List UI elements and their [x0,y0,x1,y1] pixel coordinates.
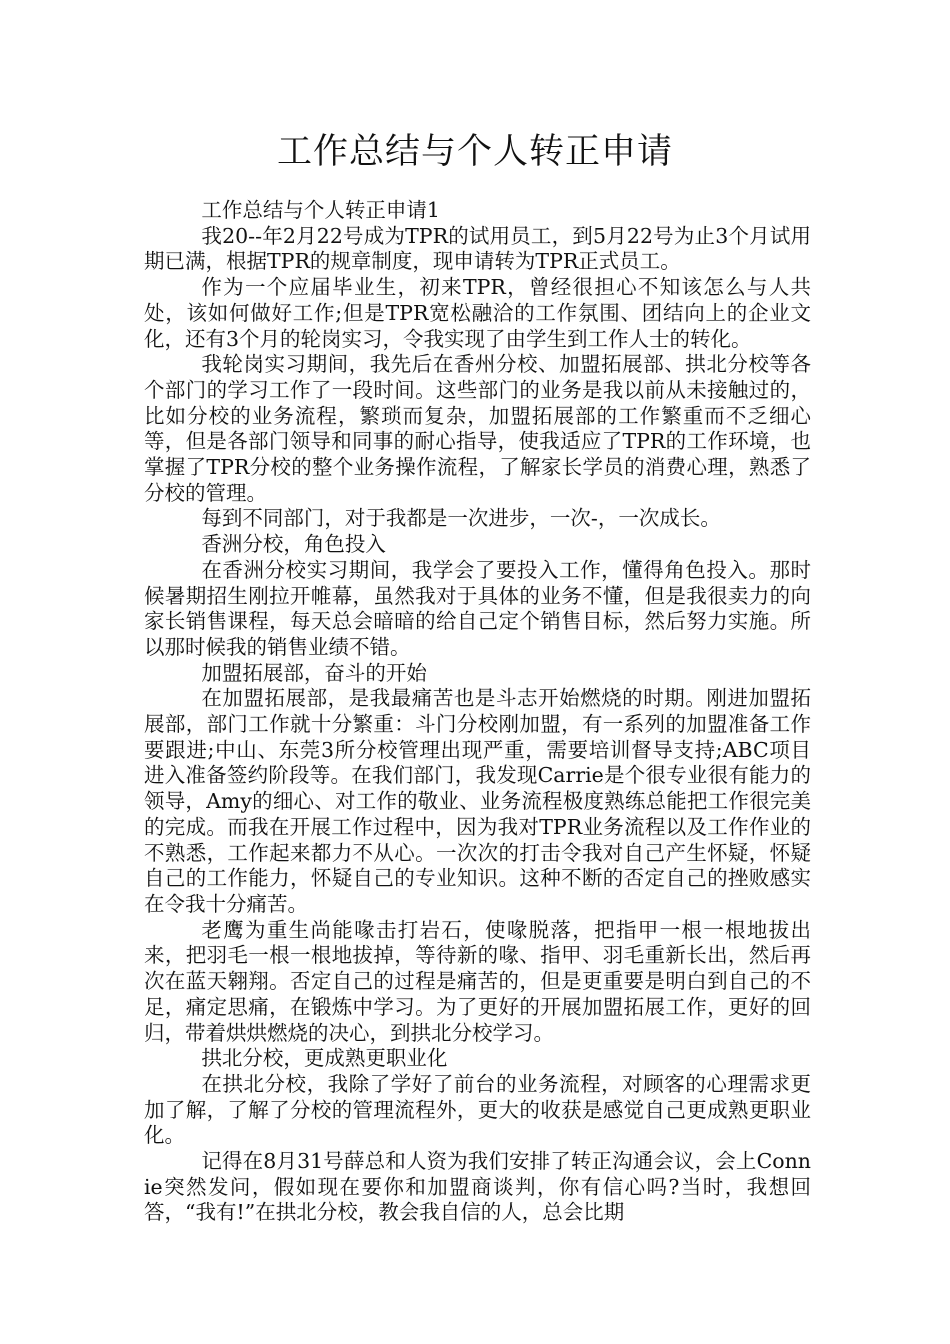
section-heading: 拱北分校，更成熟更职业化 [201,1046,448,1071]
paragraph: 在加盟拓展部，是我最痛苦也是斗志开始燃烧的时期。刚进加盟拓展部，部门工作就十分繁重：斗门分校刚加盟，有一系列的加盟准备工作要跟进;中山、东莞3所分校管理出现严重，需要培训督导支持;ABC项目进入准备签约阶段等。在我们部门，我发现Carrie是个很专业很有能力的领导，Amy的细心、对工作的敬业、业务流程极度熟练总能把工作很完美的完成。而我在开展工作过程中，因为我对TPR业务流程以及工作作业的不熟悉，工作起来都力不从心。一次次的打击令我对自己产生怀疑，怀疑自己的工作能力，怀疑自己的专业知识。这种不断的否定自己的挫败感实在令我十分痛苦。 [144,686,811,916]
section-heading: 香洲分校，角色投入 [201,532,386,557]
paragraph: 我轮岗实习期间，我先后在香州分校、加盟拓展部、拱北分校等各个部门的学习工作了一段时间。这些部门的业务是我以前从未接触过的，比如分校的业务流程，繁琐而复杂，加盟拓展部的工作繁重而不乏细心等，但是各部门领导和同事的耐心指导，使我适应了TPR的工作环境，也掌握了TPR分校的整个业务操作流程，了解家长学员的消费心理，熟悉了分校的管理。 [144,352,811,505]
document-title: 工作总结与个人转正申请 [276,132,673,172]
section-heading: 加盟拓展部，奋斗的开始 [201,660,427,685]
paragraph: 老鹰为重生尚能喙击打岩石，使喙脱落，把指甲一根一根地拔出来，把羽毛一根一根地拔掉，等待新的喙、指甲、羽毛重新长出，然后再次在蓝天翱翔。否定自己的过程是痛苦的，但是更重要是明白到自己的不足，痛定思痛，在锻炼中学习。为了更好的开展加盟拓展工作，更好的回归，带着烘烘燃烧的决心，到拱北分校学习。 [144,917,811,1045]
paragraph: 在香洲分校实习期间，我学会了要投入工作，懂得角色投入。那时候暑期招生刚拉开帷幕，虽然我对于具体的业务不懂，但是我很卖力的向家长销售课程，每天总会暗暗的给自己定个销售目标，然后努力实施。所以那时候我的销售业绩不错。 [144,557,811,659]
paragraph: 工作总结与个人转正申请1 [201,198,440,222]
paragraph: 我20--年2月22号成为TPR的试用员工，到5月22号为止3个月试用期已满，根据TPR的规章制度，现申请转为TPR正式员工。 [144,223,811,274]
document-body [144,198,811,1226]
paragraph: 作为一个应届毕业生，初来TPR，曾经很担心不知该怎么与人共处，该如何做好工作;但是TPR宽松融洽的工作氛围、团结向上的企业文化，还有3个月的轮岗实习，令我实现了由学生到工作人士的转化。 [144,275,811,351]
paragraph: 记得在8月31号薛总和人资为我们安排了转正沟通会议，会上Connie突然发问，假如现在要你和加盟商谈判，你有信心吗?当时，我想回答，“我有!”在拱北分校，教会我自信的人，总会比期 [144,1149,811,1225]
paragraph: 每到不同部门，对于我都是一次进步，一次-，一次成长。 [201,506,721,531]
paragraph: 在拱北分校，我除了学好了前台的业务流程，对顾客的心理需求更加了解，了解了分校的管理流程外，更大的收获是感觉自己更成熟更职业化。 [144,1071,811,1148]
